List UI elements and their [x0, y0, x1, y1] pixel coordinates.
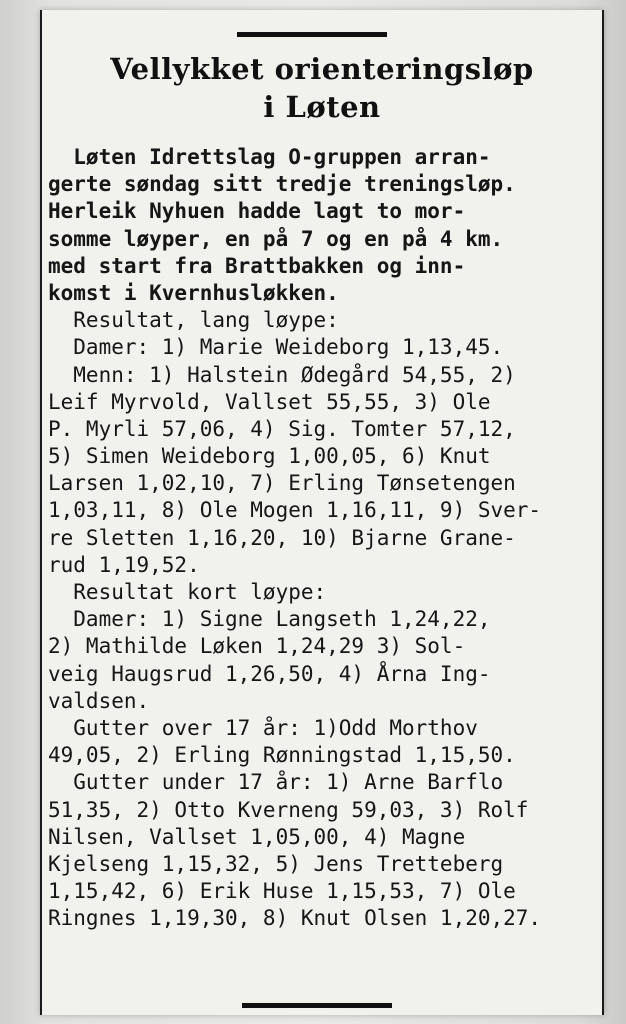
newspaper-clipping — [40, 10, 604, 1015]
body-line: Gutter under 17 år: 1) Arne Barflo — [48, 770, 504, 795]
body-line: 1,03,11, 8) Ole Mogen 1,16,11, 9) Sver- — [48, 498, 542, 523]
body-line: komst i Kvernhusløkken. — [48, 280, 339, 305]
body-line: Kjelseng 1,15,32, 5) Jens Tretteberg — [48, 851, 504, 876]
body-line: veig Haugsrud 1,26,50, 4) Årna Ing- — [48, 661, 491, 686]
body-line: Herleik Nyhuen hadde lagt to mor- — [48, 199, 466, 224]
body-line: re Sletten 1,16,20, 10) Bjarne Grane- — [48, 525, 516, 550]
headline-line-1: Vellykket orienteringsløp — [110, 52, 534, 86]
headline-line-2: i Løten — [263, 90, 381, 124]
body-line: somme løyper, en på 7 og en på 4 km. — [48, 226, 504, 251]
body-line: med start fra Brattbakken og inn- — [48, 253, 466, 278]
body-line: Larsen 1,02,10, 7) Erling Tønsetengen — [48, 471, 516, 496]
body-line: 49,05, 2) Erling Rønningstad 1,15,50. — [48, 743, 516, 768]
body-line: Resultat kort løype: — [48, 580, 327, 604]
body-line: Ringnes 1,19,30, 8) Knut Olsen 1,20,27. — [48, 906, 542, 931]
body-line: 5) Simen Weideborg 1,00,05, 6) Knut — [48, 444, 491, 469]
body-line: Damer: 1) Marie Weideborg 1,13,45. — [48, 335, 504, 360]
body-line: P. Myrli 57,06, 4) Sig. Tomter 57,12, — [48, 416, 516, 441]
bottom-rule — [242, 1003, 392, 1008]
body-line: Damer: 1) Signe Langseth 1,24,22, — [48, 607, 491, 632]
body-line: valdsen. — [48, 688, 150, 713]
body-line: 2) Mathilde Løken 1,24,29 3) Sol- — [48, 634, 466, 659]
body-line: Menn: 1) Halstein Ødegård 54,55, 2) — [48, 362, 516, 387]
body-line: rud 1,19,52. — [48, 552, 200, 577]
body-line: Leif Myrvold, Vallset 55,55, 3) Ole — [48, 389, 491, 414]
top-rule — [237, 32, 387, 37]
body-line: 1,15,42, 6) Erik Huse 1,15,53, 7) Ole — [48, 879, 516, 904]
body-line: 51,35, 2) Otto Kverneng 59,03, 3) Rolf — [48, 797, 529, 822]
body-line: gerte søndag sitt tredje treningsløp. — [48, 172, 516, 197]
body-line: Løten Idrettslag O-gruppen arran- — [48, 145, 491, 169]
headline — [52, 50, 592, 126]
body-line: Resultat, lang løype: — [48, 308, 339, 333]
body-line: Nilsen, Vallset 1,05,00, 4) Magne — [48, 824, 466, 849]
article-body — [48, 144, 596, 932]
body-line: Gutter over 17 år: 1)Odd Morthov — [48, 715, 478, 740]
